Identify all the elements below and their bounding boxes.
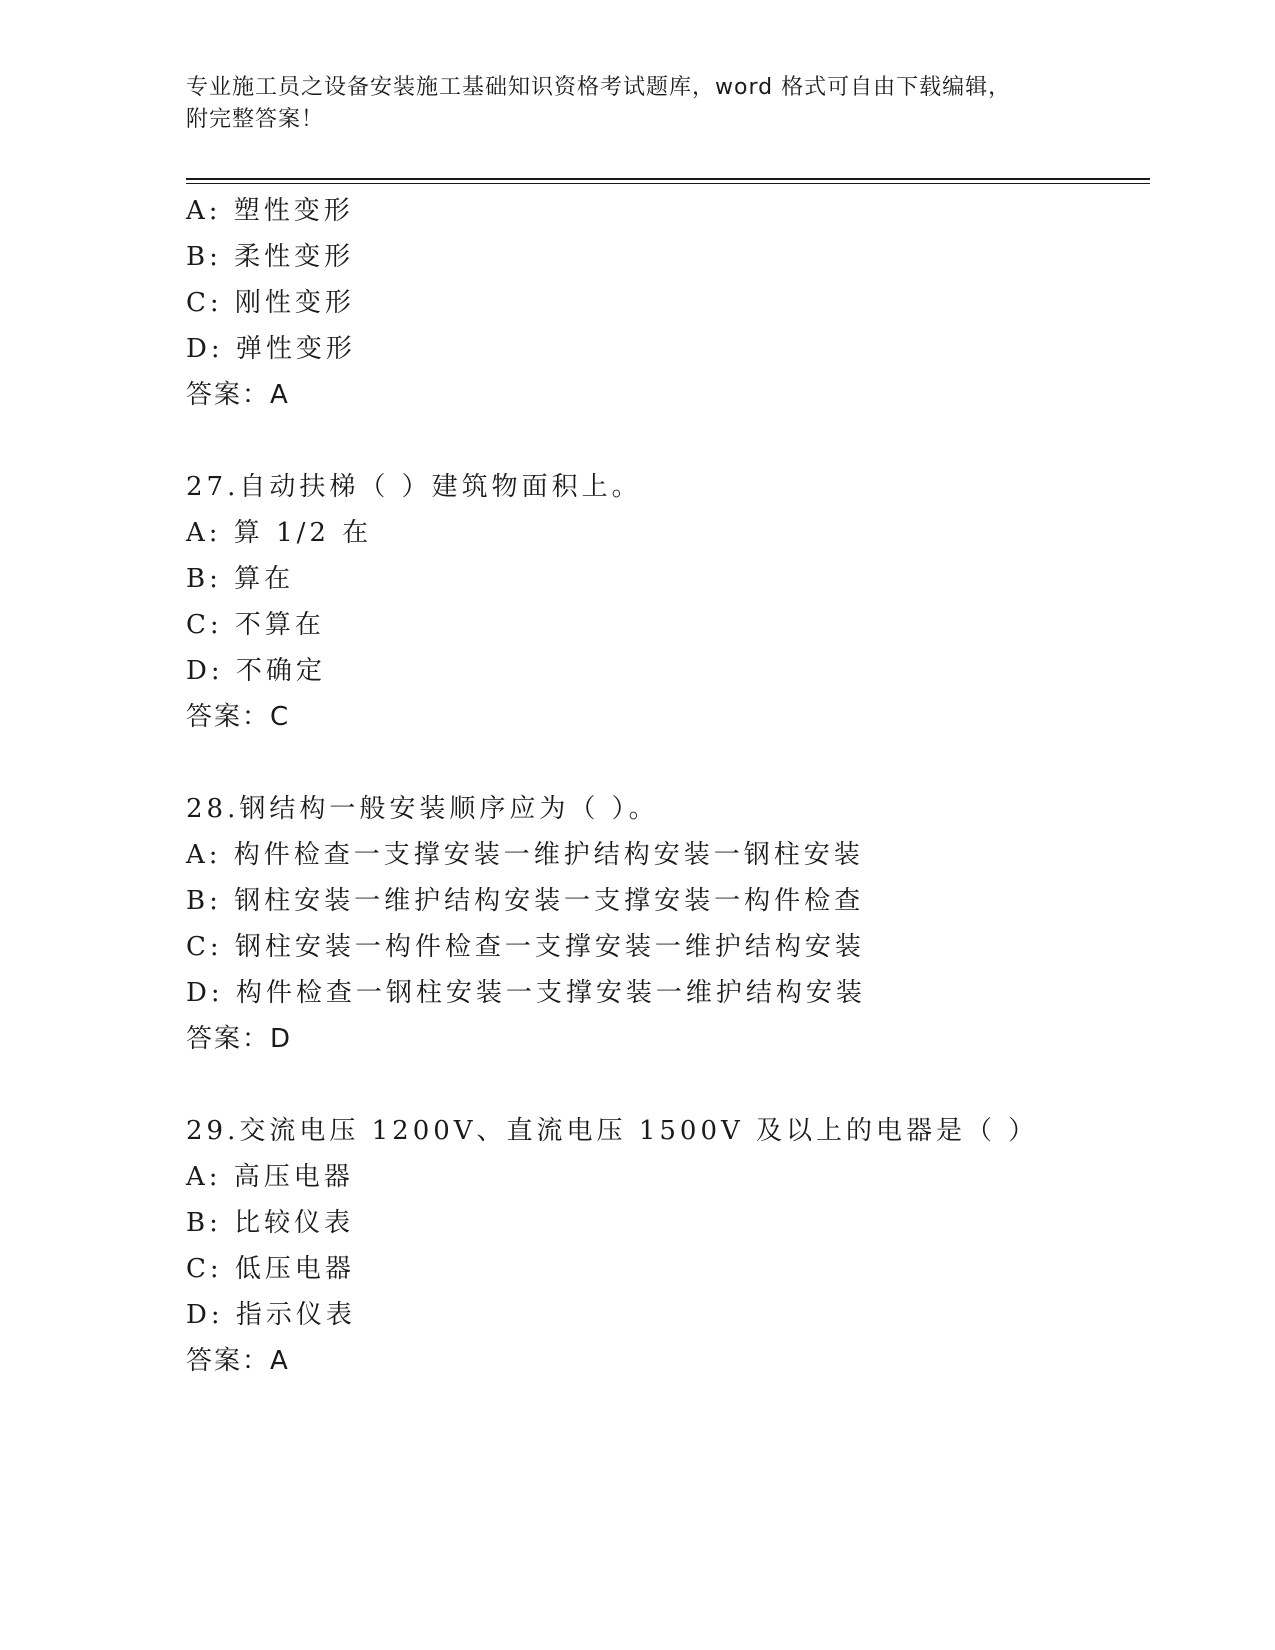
- question-block-26: [186, 188, 1146, 418]
- option-a: A: 塑性变形: [186, 196, 354, 226]
- spacer: [186, 740, 1146, 786]
- option-b: B: 钢柱安装一维护结构安装一支撑安装一构件检查: [186, 886, 865, 916]
- header-line-2: 附完整答案！: [186, 107, 325, 132]
- option-a: A: 算 1/2 在: [186, 518, 373, 548]
- answer-line: 答案：A: [186, 1346, 290, 1376]
- question-stem: 28.钢结构一般安装顺序应为（ ）。: [186, 794, 659, 824]
- option-c: C: 不算在: [186, 610, 325, 640]
- option-b: B: 比较仪表: [186, 1208, 355, 1238]
- document-header: [186, 72, 1066, 136]
- question-list: [186, 188, 1146, 1384]
- question-block-29: [186, 1108, 1146, 1384]
- question-stem: 29.交流电压 1200V、直流电压 1500V 及以上的电器是（ ）: [186, 1116, 1039, 1146]
- answer-line: 答案：A: [186, 380, 290, 410]
- header-divider-thick: [186, 178, 1150, 180]
- option-d: D: 弹性变形: [186, 334, 356, 364]
- answer-line: 答案：D: [186, 1024, 293, 1054]
- answer-line: 答案：C: [186, 702, 291, 732]
- option-a: A: 高压电器: [186, 1162, 354, 1192]
- question-stem: 27.自动扶梯（ ）建筑物面积上。: [186, 472, 642, 502]
- option-b: B: 算在: [186, 564, 295, 594]
- option-c: C: 低压电器: [186, 1254, 355, 1284]
- option-d: D: 构件检查一钢柱安装一支撑安装一维护结构安装: [186, 978, 866, 1008]
- spacer: [186, 418, 1146, 464]
- question-block-27: [186, 464, 1146, 740]
- option-c: C: 钢柱安装一构件检查一支撑安装一维护结构安装: [186, 932, 865, 962]
- option-c: C: 刚性变形: [186, 288, 355, 318]
- spacer: [186, 1062, 1146, 1108]
- option-b: B: 柔性变形: [186, 242, 355, 272]
- option-a: A: 构件检查一支撑安装一维护结构安装一钢柱安装: [186, 840, 864, 870]
- option-d: D: 不确定: [186, 656, 326, 686]
- option-d: D: 指示仪表: [186, 1300, 356, 1330]
- question-block-28: [186, 786, 1146, 1062]
- header-line-1: 专业施工员之设备安装施工基础知识资格考试题库，word 格式可自由下载编辑，: [186, 75, 1012, 100]
- header-divider-thin: [186, 183, 1150, 184]
